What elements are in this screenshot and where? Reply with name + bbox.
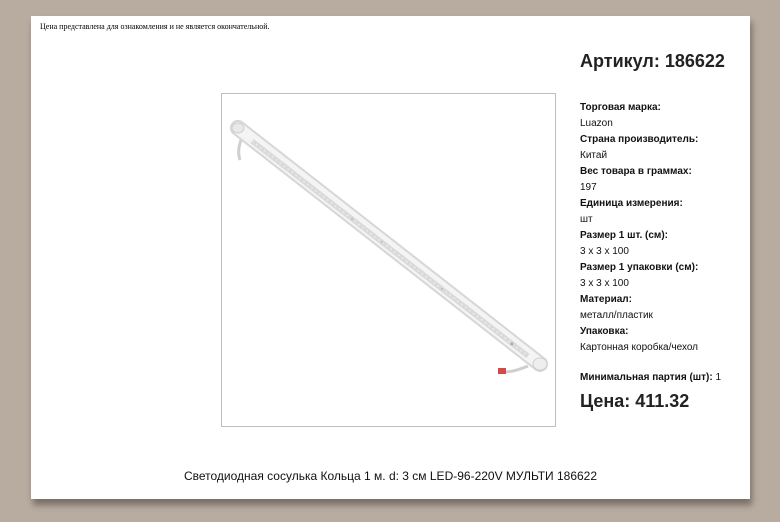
article-number: Артикул: 186622: [580, 51, 725, 71]
spec-value: 3 х 3 х 100: [580, 278, 629, 289]
led-tube-icon: [222, 94, 555, 426]
product-title: Светодиодная сосулька Кольца 1 м. d: 3 см LED-96-220V МУЛЬТИ 186622: [183, 469, 598, 483]
spec-label: Размер 1 упаковки (см):: [580, 262, 699, 273]
product-image-frame: [221, 93, 556, 427]
spec-value: 197: [580, 182, 597, 193]
min-batch-value: 1: [715, 372, 722, 383]
spec-value: Картонная коробка/чехол: [580, 342, 699, 353]
price-disclaimer: Цена представлена для ознакомления и не является окончательной.: [40, 22, 270, 31]
min-batch-label: Минимальная партия (шт):: [580, 372, 713, 383]
spec-label: Единица измерения:: [580, 198, 683, 209]
price: Цена: 411.32: [580, 391, 690, 411]
spec-label: Торговая марка:: [580, 102, 661, 113]
spec-value: Luazon: [580, 118, 613, 129]
spec-label: Размер 1 шт. (см):: [580, 230, 668, 241]
spec-value: 3 х 3 х 100: [580, 246, 629, 257]
spec-value: Китай: [580, 150, 608, 161]
spec-label: Материал:: [580, 294, 632, 305]
spec-label: Страна производитель:: [580, 134, 699, 145]
spec-value: шт: [580, 214, 593, 225]
spec-label: Вес товара в граммах:: [580, 166, 692, 177]
min-batch: [580, 372, 721, 383]
product-sheet: [31, 16, 750, 499]
spec-list: [580, 100, 745, 356]
spec-label: Упаковка:: [580, 326, 629, 337]
spec-value: металл/пластик: [580, 310, 653, 321]
